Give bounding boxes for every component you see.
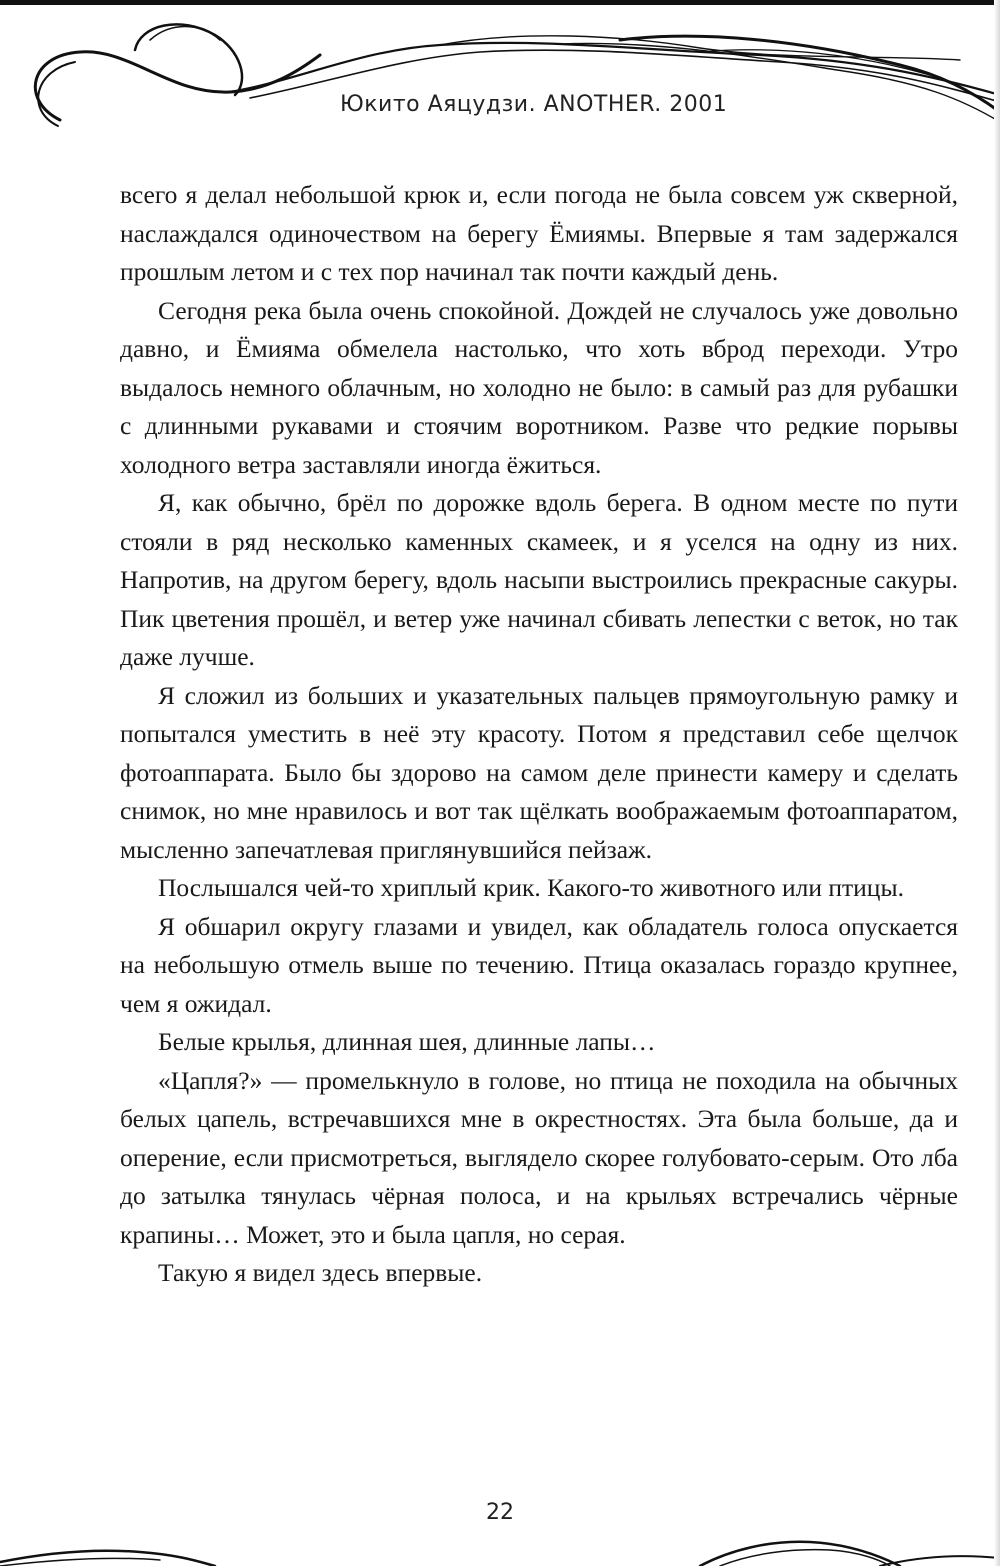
header-swirl-ornament xyxy=(0,0,1000,150)
footer-swirl-ornament xyxy=(0,1510,1000,1566)
running-header: Юкито Аяцудзи. ANOTHER. 2001 xyxy=(340,92,728,117)
body-text xyxy=(120,176,958,1293)
paragraph: Я, как обычно, брёл по дорожке вдоль берега. В одном месте по пути стояли в ряд несколько каменных скамеек, и я уселся на одну из них. Напротив, на другом берегу, вдоль насыпи выстроились прекрасные сакуры. Пик цветения прошёл, и ветер уже начинал сбивать лепестки с веток, но так даже лучше. xyxy=(120,488,958,671)
paragraph: Сегодня река была очень спокойной. Дождей не случалось уже довольно давно, и Ёмияма обмелела настолько, что хоть вброд переходи. Утро выдалось немного облачным, но холодно не было: в самый раз для рубашки с длинными рукавами и стоячим воротником. Разве что редкие порывы холодного ветра заставляли иногда ёжиться. xyxy=(120,295,958,479)
paragraph: всего я делал небольшой крюк и, если погода не была совсем уж скверной, наслаждался одиночеством на берегу Ёмиямы. Впервые я там задержался прошлым летом и с тех пор начинал так почти каждый день. xyxy=(120,180,958,286)
page-edge-shadow xyxy=(994,0,1000,1566)
paragraph: Такую я видел здесь впервые. xyxy=(158,1258,483,1287)
paragraph: Послышался чей-то хриплый крик. Какого-то животного или птицы. xyxy=(158,873,904,902)
paragraph: Я сложил из больших и указательных пальцев прямоугольную рамку и попытался уместить в неё эту красоту. Потом я представил себе щелчок фотоаппарата. Было бы здорово на самом деле принести камеру и сделать снимок, но мне нравилось и вот так щёлкать воображаемым фотоаппаратом, мысленно запечатлевая приглянувшийся пейзаж. xyxy=(120,680,958,864)
paragraph: Белые крылья, длинная шея, длинные лапы… xyxy=(158,1027,656,1056)
page-number: 22 xyxy=(486,1500,514,1525)
paragraph: «Цапля?» — промелькнуло в голове, но птица не походила на обычных белых цапель, встречавшихся мне в окрестностях. Эта была больше, да и оперение, если присмотреться, выглядело скорее голубовато-серым. Ото лба до затылка тянулась чёрная полоса, и на крыльях встречались чёрные крапины… Может, это и была цапля, но серая. xyxy=(120,1065,958,1249)
paragraph: Я обшарил округу глазами и увидел, как обладатель голоса опускается на небольшую отмель выше по течению. Птица оказалась гораздо крупнее, чем я ожидал. xyxy=(120,911,958,1018)
